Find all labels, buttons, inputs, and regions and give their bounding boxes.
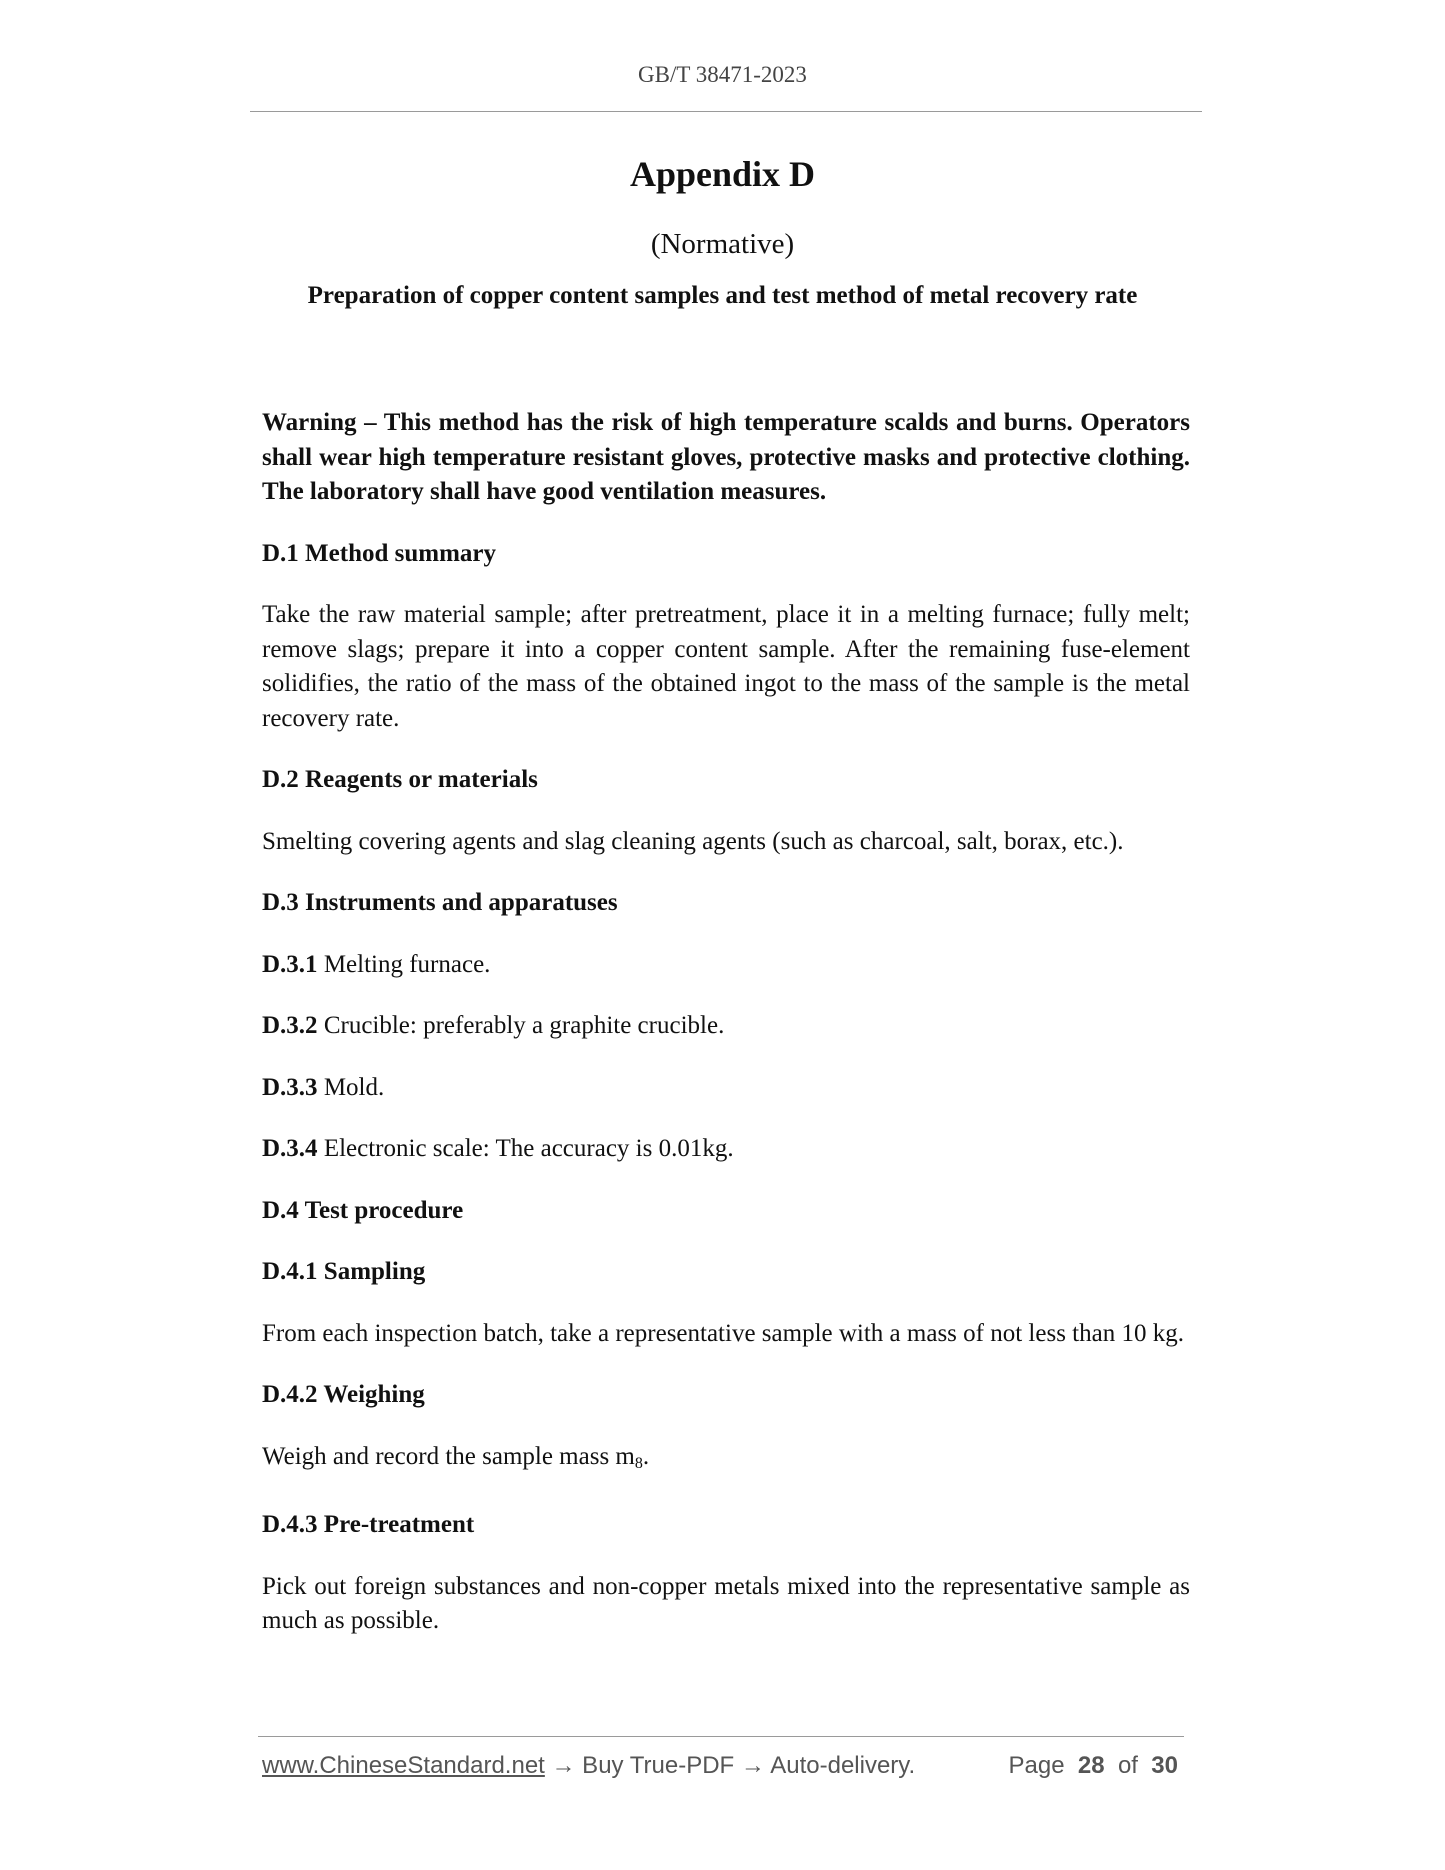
warning-paragraph: Warning – This method has the risk of high temperature scalds and burns. Operators shall wear high temperature resistant gloves, protective masks and protective clothing. The laboratory shall have good ventilation measures.: [262, 409, 1190, 505]
clause-number: D.3.3: [262, 1073, 318, 1101]
page-label: Page: [1008, 1752, 1065, 1779]
clause-number: D.3.4: [262, 1135, 318, 1162]
clause-text: Mold.: [323, 1073, 385, 1101]
section-heading-d41: D.4.1 Sampling: [262, 1258, 426, 1285]
appendix-subtitle: Preparation of copper content samples and test method of metal recovery rate: [307, 282, 1138, 309]
footer-divider: [258, 1736, 1184, 1737]
section-heading-d3: D.3 Instruments and apparatuses: [262, 889, 618, 916]
mass-subscript: 8: [634, 1454, 643, 1472]
header-divider: [250, 111, 1202, 112]
current-page-number: 28: [1077, 1752, 1105, 1779]
weigh-text-end: .: [642, 1442, 650, 1470]
list-item-d34: [262, 1132, 1190, 1167]
list-item-d32: [262, 1009, 1190, 1044]
page-of-label: of: [1117, 1752, 1138, 1779]
website-link[interactable]: www.ChineseStandard.net: [262, 1752, 545, 1779]
paragraph-d2: Smelting covering agents and slag cleaning agents (such as charcoal, salt, borax, etc.).: [262, 827, 1124, 855]
total-page-number: 30: [1151, 1752, 1178, 1779]
page-footer: [262, 1752, 1182, 1786]
promo-text: → Buy True-PDF → Auto-delivery.: [544, 1752, 916, 1779]
clause-text: Electronic scale: The accuracy is 0.01kg.: [323, 1135, 734, 1162]
section-heading-d2: D.2 Reagents or materials: [262, 766, 538, 793]
appendix-title: Appendix D: [629, 154, 816, 194]
paragraph-d1: Take the raw material sample; after pretreatment, place it in a melting furnace; fully melt; remove slags; prepare it into a copper content sample. After the remaining fuse-element solidifies, the ratio of the mass of the obtained ingot to the mass of the sample is the metal recovery rate.: [262, 601, 1190, 732]
list-item-d31: [262, 948, 1190, 983]
clause-text: Melting furnace.: [323, 950, 491, 978]
list-item-d33: [262, 1071, 1190, 1106]
clause-text: Crucible: preferably a graphite crucible.: [323, 1012, 725, 1039]
section-heading-d42: D.4.2 Weighing: [262, 1381, 425, 1408]
normative-label: (Normative): [650, 228, 795, 260]
clause-number: D.3.2: [262, 1012, 318, 1039]
section-heading-d43: D.4.3 Pre-treatment: [262, 1511, 475, 1538]
clause-number: D.3.1: [262, 950, 318, 978]
weigh-text: Weigh and record the sample mass m: [262, 1442, 635, 1470]
document-code: GB/T 38471-2023: [638, 62, 807, 87]
page-indicator: [1008, 1752, 1178, 1780]
paragraph-d41: From each inspection batch, take a representative sample with a mass of not less than 10 kg.: [262, 1319, 1184, 1347]
section-heading-d1: D.1 Method summary: [262, 539, 497, 567]
footer-promo: [262, 1752, 915, 1780]
paragraph-d43: Pick out foreign substances and non-copper metals mixed into the representative sample as much as possible.: [262, 1572, 1190, 1634]
paragraph-d42: [262, 1440, 1190, 1482]
document-body: [262, 406, 1190, 1666]
section-heading-d4: D.4 Test procedure: [262, 1196, 464, 1224]
